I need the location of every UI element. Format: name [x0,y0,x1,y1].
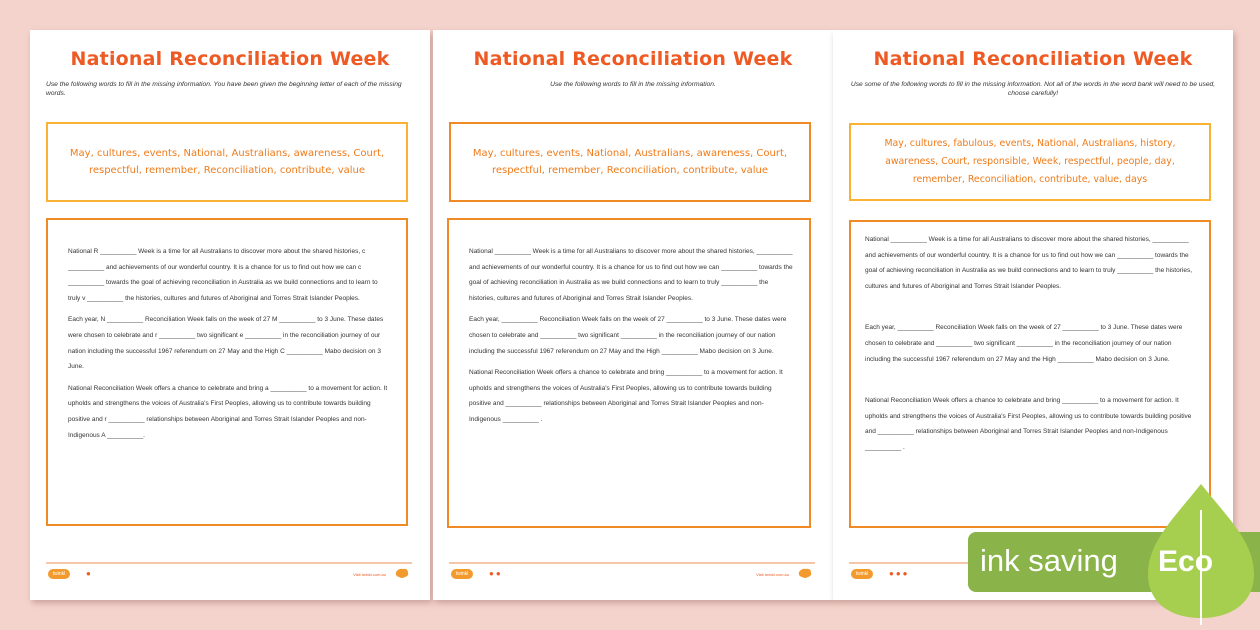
paragraph-1: National R __________ Week is a time for all Australians to discover more about the shared histories, c __________ and achievements of our wonderful country. It is a chance for us to find out how we can c __________ towards the goal of achieving reconciliation in Australia as we build connections and to learn to truly v __________ the histories, cultures and futures of Aboriginal and Torres Strait Islander Peoples. [68,248,378,302]
fill-in-text-box [447,218,811,528]
worksheet-page-2 [433,30,833,600]
worksheet-title: National Reconciliation Week [873,48,1193,70]
twinkl-logo: twinkl [851,569,873,579]
word-bank [449,122,811,202]
footer-link-text: Visit twinkl.com.au [353,572,386,577]
instructions: Use the following words to fill in the missing information. You have been given the beginning letter of each of the missing words. [46,81,402,97]
difficulty-dots: ● [86,569,93,578]
instructions: Use the following words to fill in the missing information. [550,81,716,88]
paragraph-2: Each year, __________ Reconciliation Week falls on the week of 27 __________ to 3 June. These dates were chosen to celebrate and __________ two significant __________ in the reconciliation journey of our nation including the successful 1967 referendum on 27 May and the High __________ Mabo decision on 3 June. [865,324,1183,363]
instructions: Use some of the following words to fill in the missing information. Not all of the words in the word bank will need to be used, choose carefully! [850,81,1216,97]
ink-saving-label: ink saving [980,543,1118,578]
twinkl-logo: twinkl [48,569,70,579]
fill-in-text-box [46,218,408,526]
paragraph-2: Each year, __________ Reconciliation Week falls on the week of 27 __________ to 3 June. These dates were chosen to celebrate and __________ two significant __________ in the reconciliation journey of our nation including the successful 1967 referendum on 27 May and the High __________ Mabo decision on 3 June. [469,316,787,355]
paragraph-3: National Reconciliation Week offers a chance to celebrate and bring __________ to a movement for action. It upholds and strengthens the voices of Australia's First Peoples, allowing us to contribute towards building positive and __________ relationships between Aboriginal and Torres Strait Islander Peoples and non-Indigenous __________ . [865,397,1192,451]
worksheet-title: National Reconciliation Week [473,48,793,70]
paragraph-2: Each year, N __________ Reconciliation Week falls on the week of 27 M __________ to 3 June. These dates were chosen to celebrate and r __________ two significant e __________ in the reconciliation journey of our nation including the successful 1967 referendum on 27 May and the High C __________ Mabo decision on 3 June. [68,316,384,371]
twinkl-logo: twinkl [451,569,473,579]
worksheet-page-1 [30,30,430,600]
difficulty-dots: ●●● [889,569,910,578]
page-footer [449,562,815,584]
word-bank-text: May, cultures, fabulous, events, National, Australians, history, awareness, Court, responsible, Week, respectful, people, day, remember, Reconciliation, contribute, value, days [884,138,1176,185]
footer-link-text: Visit twinkl.com.au [756,572,789,577]
word-bank [46,122,408,202]
eco-word: Eco [1158,545,1214,578]
paragraph-1: National __________ Week is a time for all Australians to discover more about the shared histories, __________ and achievements of our wonderful country. It is a chance for us to find out how we can __________ towards the goal of achieving reconciliation in Australia as we build connections and to learn to truly __________ the histories, cultures and futures of Aboriginal and Torres Strait Islander Peoples. [469,248,793,302]
word-bank-text: May, cultures, events, National, Australians, awareness, Court, respectful, remember, Reconciliation, contribute, value [472,148,788,176]
paragraph-1: National __________ Week is a time for all Australians to discover more about the shared histories, __________ and achievements of our wonderful country. It is a chance for us to find out how we can __________ towards the goal of achieving reconciliation in Australia as we build connections and to learn to truly __________ the histories, cultures and futures of Aboriginal and Torres Strait Islander Peoples. [865,236,1193,290]
word-bank [849,123,1211,201]
word-bank-text: May, cultures, events, National, Australians, awareness, Court, respectful, remember, Reconciliation, contribute, value [69,148,385,176]
paragraph-3: National Reconciliation Week offers a chance to celebrate and bring a __________ to a movement for action. It upholds and strengthens the voices of Australia's First Peoples, allowing us to contribute towards building positive and r __________ relationships between Aboriginal and Torres Strait Islander Peoples and non-Indigenous A __________. [68,384,388,439]
australia-logo-icon [394,566,410,580]
difficulty-dots: ●● [489,569,503,578]
australia-logo-icon [797,566,813,580]
worksheet-title: National Reconciliation Week [70,48,390,70]
paragraph-3: National Reconciliation Week offers a chance to celebrate and bring __________ to a movement for action. It upholds and strengthens the voices of Australia's First Peoples, allowing us to contribute towards building positive and __________ relationships between Aboriginal and Torres Strait Islander Peoples and non-Indigenous __________ . [469,369,783,423]
page-footer [46,562,412,584]
